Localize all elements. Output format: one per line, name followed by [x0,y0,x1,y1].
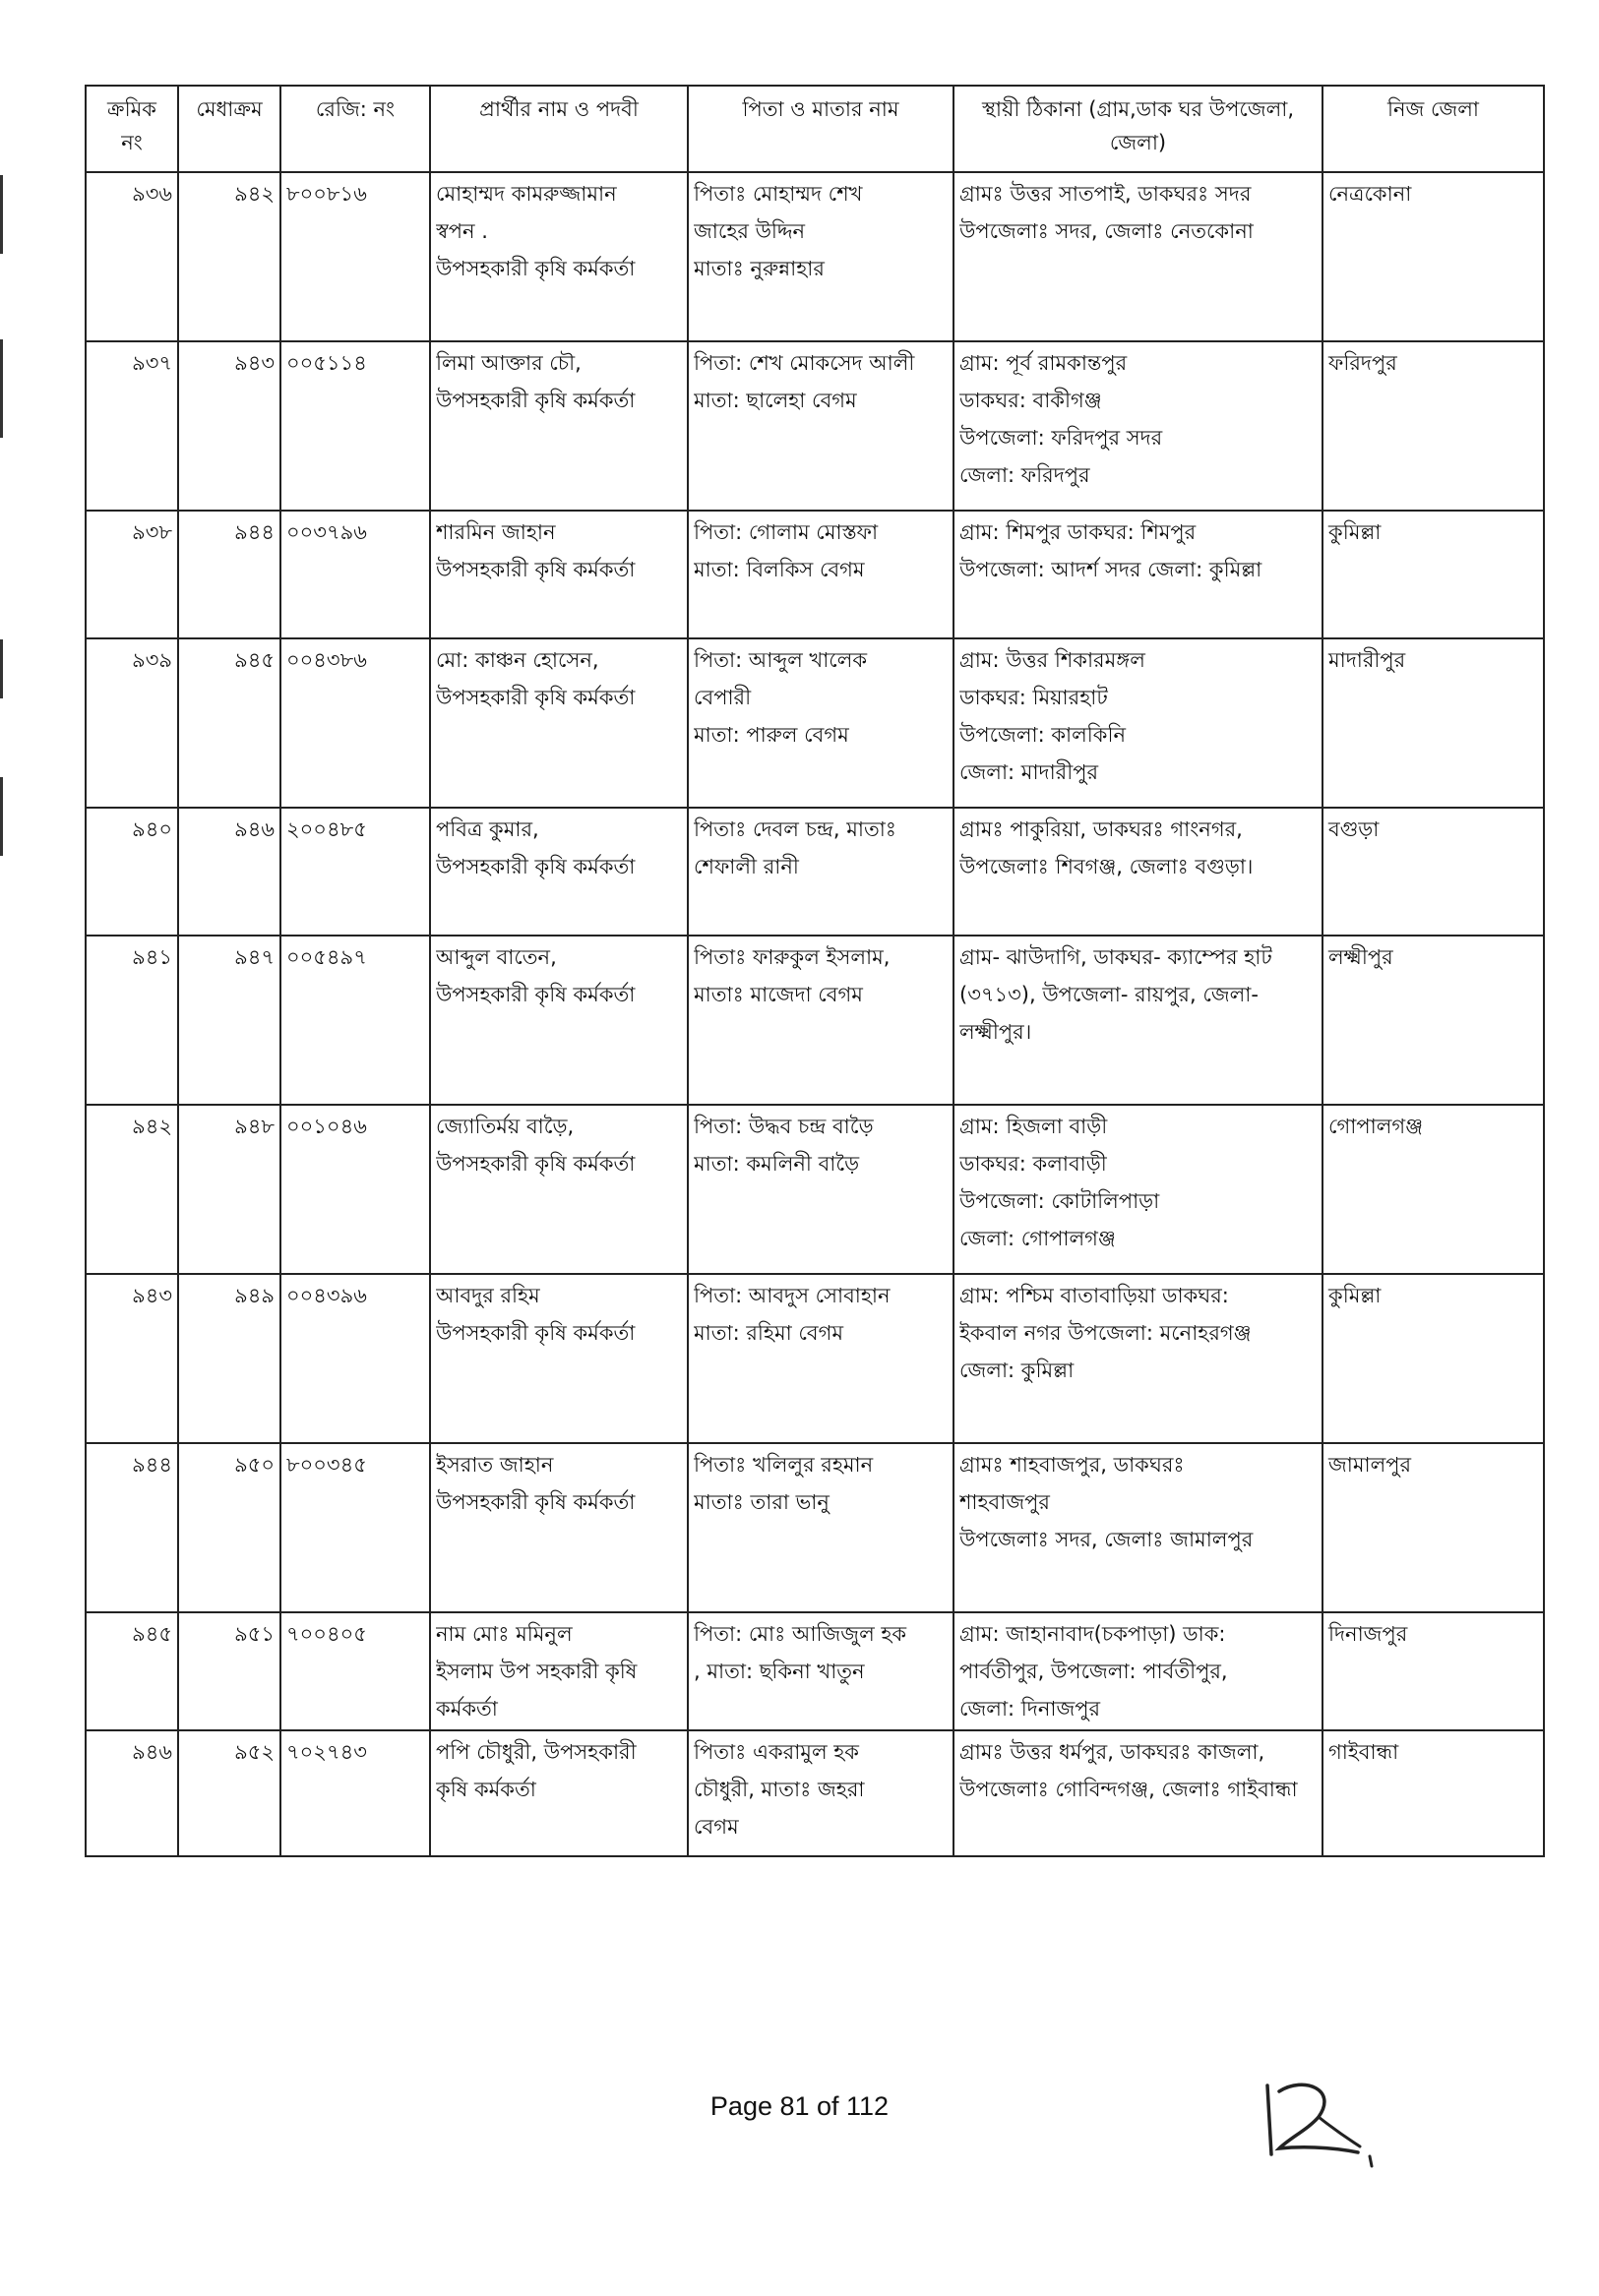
regno-cell: ৭০০৪০৫ [280,1612,430,1730]
address-cell-line: গ্রাম- ঝাউদাগি, ডাকঘর- ক্যাম্পের হাট [959,945,1272,969]
address-cell-line: উপজেলা: কোটালিপাড়া [959,1189,1160,1213]
name-cell-line: শারমিন জাহান [436,520,556,544]
address-cell-line: জেলা: ফরিদপুর [959,463,1090,487]
name-cell [430,341,688,511]
name-cell-line: মো: কাঞ্চন হোসেন, [436,648,599,672]
parents-cell-line: মাতা: পারুল বেগম [694,723,849,747]
table-row [86,511,1544,638]
parents-cell-line: পিতা: মোঃ আজিজুল হক [694,1622,907,1646]
table-row [86,1730,1544,1856]
name-cell-line: উপসহকারী কৃষি কর্মকর্তা [436,558,636,581]
regno-cell: ০০৩৭৯৬ [280,511,430,638]
scan-margin-mark [0,339,3,438]
parents-cell-line: পিতা: আবদুস সোবাহান [694,1284,891,1307]
merit-cell: ৯৪২ [178,172,280,341]
merit-cell: ৯৪৭ [178,936,280,1105]
name-cell-line: উপসহকারী কৃষি কর্মকর্তা [436,1321,636,1345]
parents-cell-line: পিতাঃ মোহাম্মদ শেখ [694,182,863,206]
address-cell-line: গ্রামঃ শাহবাজপুর, ডাকঘরঃ [959,1453,1185,1477]
name-cell [430,1730,688,1856]
regno-cell: ০০৪৩৮৬ [280,638,430,808]
address-cell-line: ডাকঘর: মিয়ারহাট [959,686,1108,709]
name-cell-line: উপসহকারী কৃষি কর্মকর্তা [436,1490,636,1514]
name-cell-line: পপি চৌধুরী, উপসহকারী [436,1740,637,1764]
district-cell: মাদারীপুর [1322,638,1544,808]
address-cell-line: ইকবাল নগর উপজেলা: মনোহরগঞ্জ [959,1321,1252,1345]
name-cell-line: আবদুর রহিম [436,1284,540,1307]
scan-margin-mark [0,639,3,698]
parents-cell-line: বেগম [694,1815,739,1839]
address-cell-line: জেলা: মাদারীপুর [959,760,1099,784]
address-cell-line: ডাকঘর: বাকীগঞ্জ [959,389,1102,412]
district-cell: দিনাজপুর [1322,1612,1544,1730]
parents-cell-line: পিতাঃ ফারুকুল ইসলাম, [694,945,891,969]
parents-cell-line: পিতাঃ একরামুল হক [694,1740,859,1764]
district-cell: কুমিল্লা [1322,1274,1544,1443]
header-serial: ক্রমিক নং [86,86,178,172]
regno-cell: ৭০২৭৪৩ [280,1730,430,1856]
handwritten-signature [1250,2074,1387,2172]
parents-cell-line: মাতা: বিলকিস বেগম [694,558,865,581]
name-cell [430,936,688,1105]
district-cell: বগুড়া [1322,808,1544,936]
name-cell [430,511,688,638]
district-cell: লক্ষ্মীপুর [1322,936,1544,1105]
table-row [86,638,1544,808]
name-cell [430,1105,688,1274]
regno-cell: ০০৪৩৯৬ [280,1274,430,1443]
parents-cell-line: পিতাঃ দেবল চন্দ্র, মাতাঃ [694,817,897,841]
table-header-row [86,86,1544,172]
name-cell [430,1612,688,1730]
district-cell: কুমিল্লা [1322,511,1544,638]
name-cell-line: উপসহকারী কৃষি কর্মকর্তা [436,983,636,1006]
address-cell-line: গ্রাম: জাহানাবাদ(চকপাড়া) ডাক: [959,1622,1226,1646]
merit-cell: ৯৪৫ [178,638,280,808]
name-cell [430,1274,688,1443]
header-name: প্রার্থীর নাম ও পদবী [430,86,688,172]
table-row [86,1274,1544,1443]
candidate-table [85,85,1545,1857]
parents-cell [688,341,953,511]
name-cell [430,1443,688,1612]
address-cell-line: গ্রাম: হিজলা বাড়ী [959,1115,1108,1138]
parents-cell [688,1105,953,1274]
name-cell [430,638,688,808]
address-cell-line: উপজেলা: ফরিদপুর সদর [959,426,1163,450]
name-cell-line: লিমা আক্তার চৌ, [436,351,582,375]
name-cell-line: ইসলাম উপ সহকারী কৃষি [436,1660,638,1683]
parents-cell-line: মাতা: ছালেহা বেগম [694,389,857,412]
parents-cell [688,936,953,1105]
regno-cell: ৮০০৩৪৫ [280,1443,430,1612]
address-cell [953,1612,1322,1730]
address-cell-line: জেলা: কুমিল্লা [959,1359,1075,1382]
name-cell-line: উপসহকারী কৃষি কর্মকর্তা [436,855,636,878]
table-row [86,172,1544,341]
header-address: স্থায়ী ঠিকানা (গ্রাম,ডাক ঘর উপজেলা, জেলা) [953,86,1322,172]
address-cell-line: শাহবাজপুর [959,1490,1050,1514]
address-cell-line: উপজেলা: আদর্শ সদর জেলা: কুমিল্লা [959,558,1262,581]
address-cell-line: গ্রামঃ উত্তর ধর্মপুর, ডাকঘরঃ কাজলা, [959,1740,1265,1764]
parents-cell-line: মাতাঃ মাজেদা বেগম [694,983,863,1006]
serial-cell: ৯৩৭ [86,341,178,511]
address-cell-line: উপজেলা: কালকিনি [959,723,1126,747]
address-cell [953,172,1322,341]
parents-cell-line: পিতা: উদ্ধব চন্দ্র বাড়ৈ [694,1115,874,1138]
regno-cell: ৮০০৮১৬ [280,172,430,341]
parents-cell [688,1274,953,1443]
serial-cell: ৯৩৬ [86,172,178,341]
address-cell-line: জেলা: দিনাজপুর [959,1697,1101,1721]
table-row [86,1612,1544,1730]
address-cell [953,341,1322,511]
parents-cell-line: মাতাঃ তারা ভানু [694,1490,830,1514]
parents-cell-line: মাতা: কমলিনী বাড়ৈ [694,1152,860,1176]
table-row [86,808,1544,936]
header-parents: পিতা ও মাতার নাম [688,86,953,172]
address-cell-line: উপজেলাঃ সদর, জেলাঃ জামালপুর [959,1528,1254,1551]
regno-cell: ০০৫১১৪ [280,341,430,511]
name-cell [430,808,688,936]
parents-cell-line: পিতাঃ খলিলুর রহমান [694,1453,874,1477]
address-cell-line: ডাকঘর: কলাবাড়ী [959,1152,1107,1176]
serial-cell: ৯৪৫ [86,1612,178,1730]
parents-cell-line: শেফালী রানী [694,855,799,878]
address-cell-line: উপজেলাঃ সদর, জেলাঃ নেতকোনা [959,219,1254,243]
address-cell-line: গ্রাম: পূর্ব রামকান্তপুর [959,351,1128,375]
district-cell: ফরিদপুর [1322,341,1544,511]
name-cell-line: আব্দুল বাতেন, [436,945,557,969]
parents-cell-line: পিতা: আব্দুল খালেক [694,648,868,672]
merit-cell: ৯৫১ [178,1612,280,1730]
serial-cell: ৯৩৯ [86,638,178,808]
scan-margin-mark [0,175,3,254]
parents-cell [688,1730,953,1856]
name-cell-line: উপসহকারী কৃষি কর্মকর্তা [436,257,636,280]
name-cell-line: উপসহকারী কৃষি কর্মকর্তা [436,389,636,412]
merit-cell: ৯৫০ [178,1443,280,1612]
name-cell [430,172,688,341]
district-cell: গোপালগঞ্জ [1322,1105,1544,1274]
name-cell-line: ইসরাত জাহান [436,1453,554,1477]
table-row [86,1105,1544,1274]
merit-cell: ৯৪৩ [178,341,280,511]
address-cell-line: গ্রামঃ পাকুরিয়া, ডাকঘরঃ গাংনগর, [959,817,1243,841]
name-cell-line: মোহাম্মদ কামরুজ্জামান [436,182,617,206]
address-cell [953,1730,1322,1856]
parents-cell [688,808,953,936]
name-cell-line: পবিত্র কুমার, [436,817,539,841]
serial-cell: ৯৪৩ [86,1274,178,1443]
address-cell-line: পার্বতীপুর, উপজেলা: পার্বতীপুর, [959,1660,1228,1683]
address-cell-line: গ্রাম: শিমপুর ডাকঘর: শিমপুর [959,520,1197,544]
district-cell: গাইবান্ধা [1322,1730,1544,1856]
header-district: নিজ জেলা [1322,86,1544,172]
serial-cell: ৯৪১ [86,936,178,1105]
serial-cell: ৯৩৮ [86,511,178,638]
parents-cell [688,638,953,808]
header-merit: মেধাক্রম [178,86,280,172]
address-cell-line: গ্রাম: পশ্চিম বাতাবাড়িয়া ডাকঘর: [959,1284,1229,1307]
serial-cell: ৯৪৪ [86,1443,178,1612]
address-cell-line: লক্ষ্মীপুর। [959,1020,1032,1044]
address-cell [953,936,1322,1105]
table-row [86,1443,1544,1612]
name-cell-line: উপসহকারী কৃষি কর্মকর্তা [436,686,636,709]
regno-cell: ০০১০৪৬ [280,1105,430,1274]
parents-cell [688,172,953,341]
name-cell-line: নাম মোঃ মমিনুল [436,1622,573,1646]
page-number: Page 81 of 112 [709,2091,890,2121]
address-cell-line: গ্রামঃ উত্তর সাতপাই, ডাকঘরঃ সদর [959,182,1252,206]
serial-cell: ৯৪৬ [86,1730,178,1856]
address-cell [953,638,1322,808]
address-cell [953,808,1322,936]
name-cell-line: জ্যোতির্ময় বাড়ৈ, [436,1115,575,1138]
parents-cell-line: চৌধুরী, মাতাঃ জহরা [694,1778,865,1801]
address-cell [953,1443,1322,1612]
name-cell-line: কৃষি কর্মকর্তা [436,1778,536,1801]
parents-cell-line: মাতা: রহিমা বেগম [694,1321,843,1345]
serial-cell: ৯৪০ [86,808,178,936]
scan-margin-mark [0,777,3,856]
parents-cell-line: জাহের উদ্দিন [694,219,806,243]
parents-cell [688,511,953,638]
name-cell-line: উপসহকারী কৃষি কর্মকর্তা [436,1152,636,1176]
name-cell-line: কর্মকর্তা [436,1697,498,1721]
address-cell-line: উপজেলাঃ শিবগঞ্জ, জেলাঃ বগুড়া। [959,855,1254,878]
parents-cell [688,1443,953,1612]
regno-cell: ২০০৪৮৫ [280,808,430,936]
serial-cell: ৯৪২ [86,1105,178,1274]
parents-cell [688,1612,953,1730]
header-regno: রেজি: নং [280,86,430,172]
address-cell [953,1105,1322,1274]
district-cell: জামালপুর [1322,1443,1544,1612]
regno-cell: ০০৫৪৯৭ [280,936,430,1105]
merit-cell: ৯৪৯ [178,1274,280,1443]
address-cell-line: (৩৭১৩), উপজেলা- রায়পুর, জেলা- [959,983,1259,1006]
table-row [86,936,1544,1105]
address-cell-line: জেলা: গোপালগঞ্জ [959,1227,1116,1250]
district-cell: নেত্রকোনা [1322,172,1544,341]
parents-cell-line: পিতা: গোলাম মোস্তফা [694,520,879,544]
parents-cell-line: মাতাঃ নুরুন্নাহার [694,257,825,280]
parents-cell-line: বেপারী [694,686,752,709]
merit-cell: ৯৫২ [178,1730,280,1856]
table-row [86,341,1544,511]
address-cell [953,511,1322,638]
merit-cell: ৯৪৪ [178,511,280,638]
parents-cell-line: পিতা: শেখ মোকসেদ আলী [694,351,915,375]
merit-cell: ৯৪৬ [178,808,280,936]
merit-cell: ৯৪৮ [178,1105,280,1274]
parents-cell-line: , মাতা: ছকিনা খাতুন [694,1660,865,1683]
name-cell-line: স্বপন . [436,219,488,243]
address-cell-line: উপজেলাঃ গোবিন্দগঞ্জ, জেলাঃ গাইবান্ধা [959,1778,1298,1801]
address-cell [953,1274,1322,1443]
address-cell-line: গ্রাম: উত্তর শিকারমঙ্গল [959,648,1145,672]
